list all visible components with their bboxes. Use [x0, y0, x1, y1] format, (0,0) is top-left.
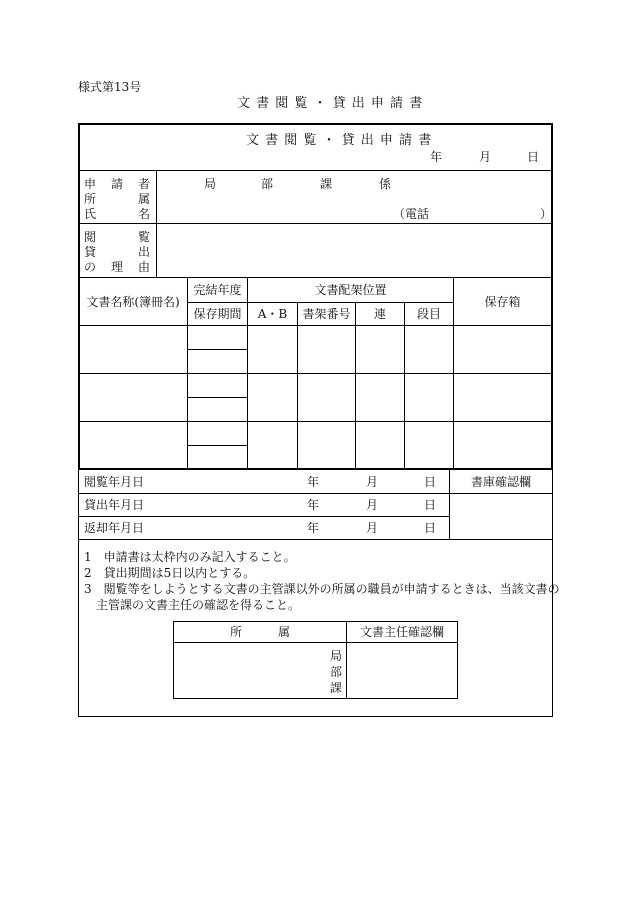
rule: [79, 373, 552, 374]
location-header: 文書配架位置: [314, 283, 387, 297]
applicant-label-row1: 申 請 者: [84, 177, 150, 191]
date-day-label: 日: [527, 150, 540, 164]
storage-box-header: 保存箱: [484, 294, 521, 309]
shelf-number-header: 書架番号: [302, 307, 351, 321]
date-year-label: 年: [430, 150, 443, 164]
rule: [173, 642, 458, 643]
bu-label: 部: [261, 177, 274, 191]
view-day: 日: [424, 475, 437, 489]
note-3: 3 閲覧等をしようとする文書の主管課以外の所属の職員が申請するときは、当該文書の: [84, 582, 560, 596]
return-day: 日: [424, 521, 437, 535]
rule: [79, 170, 552, 171]
rule: [404, 302, 405, 469]
lend-date-label: 貸出年月日: [84, 498, 145, 512]
rule: [297, 302, 298, 469]
reason-label-row2: 貸 出: [84, 245, 150, 259]
dan-header: 段目: [416, 307, 441, 321]
reason-label-row3: の 理 由: [84, 260, 150, 274]
note-1: 1 申請書は太枠内のみ記入すること。: [84, 550, 296, 564]
kyoku-label: 局: [204, 177, 217, 191]
rule: [187, 397, 247, 398]
reason-label-row1: 閲 覧: [84, 230, 150, 244]
return-date-label: 返却年月日: [84, 521, 145, 535]
officer-check-header: 文書主任確認欄: [359, 625, 444, 639]
rule: [449, 493, 552, 494]
tel-close: ）: [540, 207, 553, 221]
kakari-label: 係: [379, 177, 392, 191]
rule: [79, 493, 449, 494]
ren-header: 連: [373, 307, 386, 321]
ab-header: A・B: [257, 307, 288, 321]
ka-label: 課: [320, 177, 333, 191]
rule: [156, 171, 157, 277]
tel-label: （電話: [393, 207, 430, 221]
note-2: 2 貸出期間は5日以内とする。: [84, 566, 256, 580]
applicant-label-row2: 所 属: [84, 192, 150, 206]
rule: [355, 302, 356, 469]
retention-period-header: 保存期間: [193, 307, 242, 321]
view-month: 月: [366, 475, 379, 489]
inner-title: 文 書 閲 覧 ・ 貸 出 申 請 書: [246, 133, 433, 148]
rule: [79, 223, 552, 224]
view-year: 年: [307, 475, 320, 489]
rule: [187, 349, 247, 350]
note-3-cont: 主管課の文書主任の確認を得ること。: [84, 598, 301, 612]
confirm-kyoku: 局: [330, 649, 343, 663]
lend-year: 年: [307, 498, 320, 512]
confirm-ka: 課: [330, 681, 343, 695]
form-number: 様式第13号: [78, 80, 142, 94]
view-date-label: 閲覧年月日: [84, 475, 145, 489]
lend-day: 日: [424, 498, 437, 512]
rule: [79, 325, 552, 326]
confirm-bu: 部: [330, 665, 343, 679]
outer-title: 文 書 閲 覧 ・ 貸 出 申 請 書: [237, 96, 424, 111]
warehouse-check-label: 書庫確認欄: [470, 475, 531, 489]
rule: [187, 445, 247, 446]
rule: [79, 516, 449, 517]
rule: [79, 539, 552, 540]
doc-name-header: 文書名称(簿冊名): [86, 294, 180, 309]
applicant-label-row3: 氏 名: [84, 207, 150, 221]
completion-year-header: 完結年度: [193, 283, 242, 297]
lend-month: 月: [366, 498, 379, 512]
date-month-label: 月: [479, 150, 492, 164]
return-month: 月: [366, 521, 379, 535]
rule: [79, 421, 552, 422]
affiliation-header: 所 属: [229, 625, 290, 639]
return-year: 年: [307, 521, 320, 535]
